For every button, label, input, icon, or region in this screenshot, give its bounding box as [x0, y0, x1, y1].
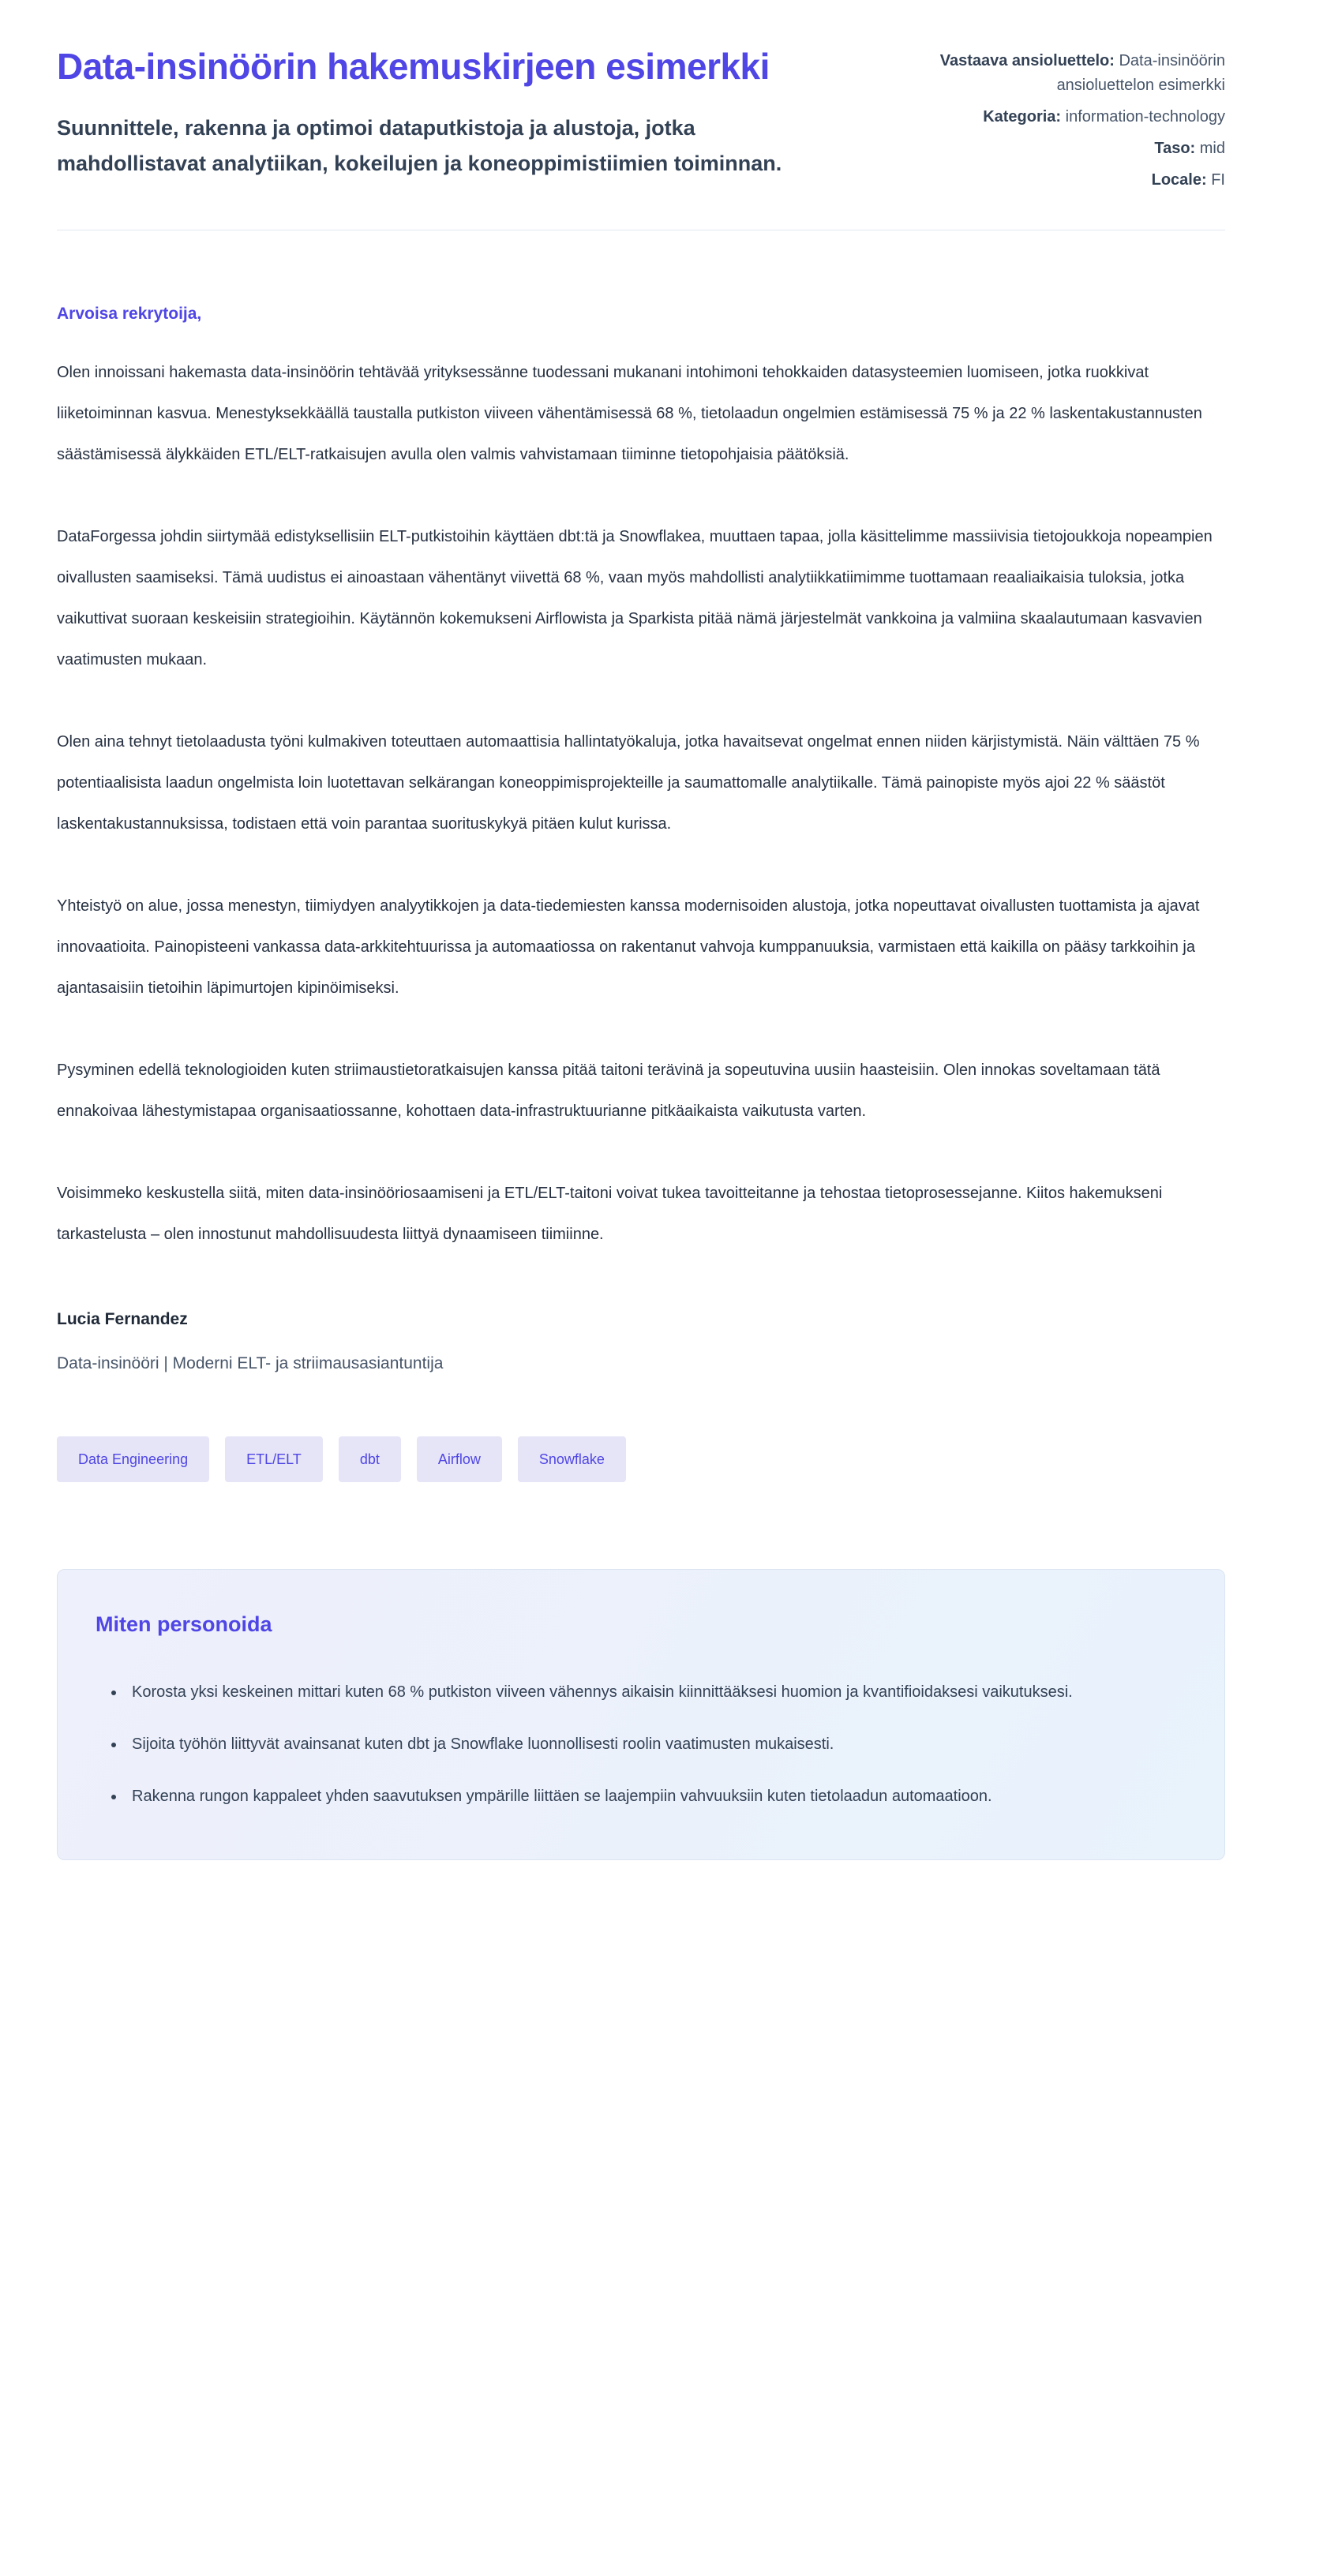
signature-role: Data-insinööri | Moderni ELT- ja striimausasiantuntija: [57, 1354, 444, 1372]
letter-paragraph: Pysyminen edellä teknologioiden kuten striimaustietoratkaisujen kanssa pitää taitoni terävinä ja sopeutuvina uusiin haasteisiin. Olen innokas soveltamaan tätä ennakoivaa lähestymistapaa organisaatiossanne, kohottaen data-infrastruktuurianne pitkäaikaista vaikutusta varten.: [57, 1061, 1160, 1120]
bottom-spacer: [57, 1860, 1225, 1931]
letter-paragraph: Olen aina tehnyt tietolaadusta työni kulmakiven toteuttaen automaattisia hallintatyökaluja, jotka havaitsevat ongelmat ennen niiden kärjistymistä. Näin välttäen 75 % potentiaalisista laadun ongelmista loin luotettavan selkärangan koneoppimisprojekteille ja saumattomalle analytiikalle. Tämä painopiste myös ajoi 22 % säästöt laskentakustannuksissa, todistaen että voin parantaa suorituskykyä pitäen kulut kurissa.: [57, 733, 1200, 833]
meta-label: Kategoria:: [983, 108, 1062, 125]
letter-paragraph: Olen innoissani hakemasta data-insinöörin tehtävää yrityksessänne tuodessani mukanani intohimoni tehokkaiden datasysteemien luomiseen, jotka ruokkivat liiketoiminnan kasvua. Menestyksekkäällä taustalla putkiston viiveen vähentämisessä 68 %, tietolaadun ongelmien estämisessä 75 % ja 22 % laskentakustannusten säästämisessä älykkäiden ETL/ELT-ratkaisujen avulla olen valmis vahvistamaan tiiminne tietopohjaisia päätöksiä.: [57, 364, 1202, 463]
signature-block: [57, 1310, 1225, 1373]
tag-snowflake[interactable]: Snowflake: [518, 1436, 626, 1482]
tag-dbt[interactable]: dbt: [339, 1436, 401, 1482]
meta-panel: [886, 49, 1225, 200]
meta-value: information-technology: [1065, 108, 1225, 125]
meta-label: Taso:: [1154, 140, 1196, 157]
header-title-block: [57, 39, 838, 182]
meta-value: FI: [1211, 171, 1225, 189]
tag-etl-elt[interactable]: ETL/ELT: [225, 1436, 323, 1482]
signature-name: Lucia Fernandez: [57, 1310, 188, 1328]
personalization-title: Miten personoida: [96, 1612, 272, 1636]
meta-row-locale: [886, 168, 1225, 193]
letter-body: [57, 301, 1225, 1373]
personalization-item: • Rakenna rungon kappaleet yhden saavutuksen ympärille liittäen se laajempiin vahvuuksiin kuten tietolaadun automaatioon.: [126, 1776, 1180, 1817]
personalization-box: [57, 1569, 1225, 1860]
meta-row-level: [886, 137, 1225, 161]
personalization-item: • Sijoita työhön liittyvät avainsanat kuten dbt ja Snowflake luonnollisesti roolin vaatimusten mukaisesti.: [126, 1724, 1180, 1765]
page-header: [57, 39, 1225, 200]
meta-value: mid: [1199, 140, 1225, 157]
letter-greeting: Arvoisa rekrytoija,: [57, 305, 202, 323]
meta-row-matching-resume: [886, 49, 1225, 98]
page-subtitle: Suunnittele, rakenna ja optimoi dataputkistoja ja alustoja, jotka mahdollistavat analytiikan, kokeilujen ja koneoppimistiimien toiminnan.: [57, 116, 782, 175]
page-title: Data-insinöörin hakemuskirjeen esimerkki: [57, 46, 770, 87]
meta-row-category: [886, 105, 1225, 129]
personalization-item: • Korosta yksi keskeinen mittari kuten 68 % putkiston viiveen vähennys aikaisin kiinnittääksesi huomion ja kvantifioidaksesi vaikutuksesi.: [126, 1672, 1180, 1713]
tag-data-engineering[interactable]: Data Engineering: [57, 1436, 209, 1482]
cover-letter-page: [57, 0, 1225, 1931]
tag-airflow[interactable]: Airflow: [417, 1436, 502, 1482]
letter-paragraph: DataForgessa johdin siirtymää edistyksellisiin ELT-putkistoihin käyttäen dbt:tä ja Snowflakea, muuttaen tapaa, jolla käsittelimme massiivisia tietojoukkoja nopeampien oivallusten saamiseksi. Tämä uudistus ei ainoastaan vähentänyt viivettä 68 %, vaan myös mahdollisti analytiikkatiimimme tuottamaan reaaliaikaisia tuloksia, jotka vaikuttivat suoraan keskeisiin strategioihin. Käytännön kokemukseni Airflowista ja Sparkista pitää nämä järjestelmät vankkoina ja valmiina skaalautumaan kasvavien vaatimusten mukaan.: [57, 528, 1213, 668]
letter-paragraph: Yhteistyö on alue, jossa menestyn, tiimiydyen analyytikkojen ja data-tiedemiesten kanssa modernisoiden alustoja, jotka nopeuttavat oivallusten tuottamista ja ajavat innovaatioita. Painopisteeni vankassa data-arkkitehtuurissa ja automaatiossa on rakentanut vahvoja kumppanuuksia, varmistaen että kaikilla on pääsy tarkkoihin ja ajantasaisiin tietoihin läpimurtojen kipinöimiseksi.: [57, 897, 1200, 997]
letter-paragraph: Voisimmeko keskustella siitä, miten data-insinööriosaamiseni ja ETL/ELT-taitoni voivat tukea tavoitteitanne ja tehostaa tietoprosessejanne. Kiitos hakemukseni tarkastelusta – olen innostunut mahdollisuudesta liittyä dynaamiseen tiimiinne.: [57, 1185, 1163, 1243]
personalization-list: [96, 1672, 1180, 1817]
tag-list: [57, 1436, 1225, 1482]
meta-label: Locale:: [1151, 171, 1207, 189]
matching-resume-link[interactable]: Data-insinöörin ansioluettelon esimerkki: [1056, 52, 1225, 94]
meta-label: Vastaava ansioluettelo:: [939, 52, 1115, 69]
